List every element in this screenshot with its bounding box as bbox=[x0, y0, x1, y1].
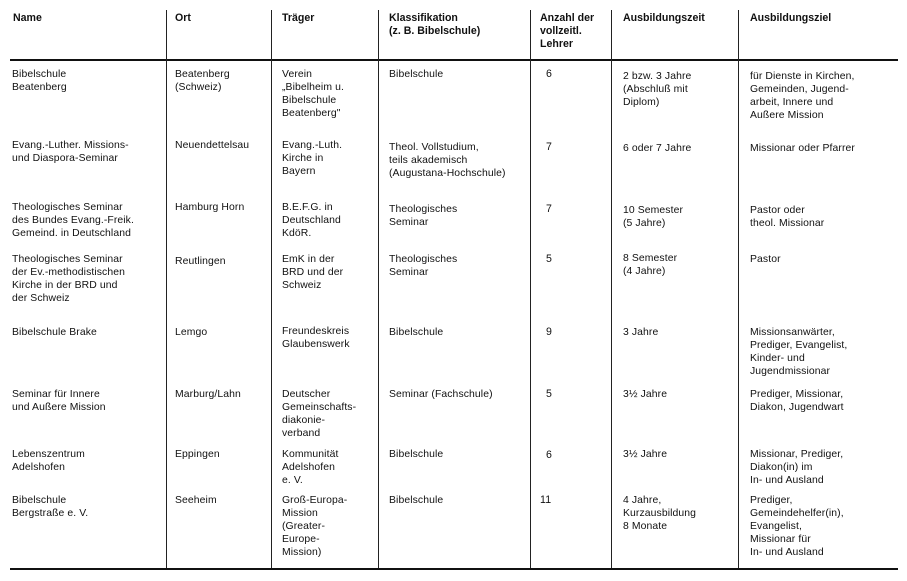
cell-klassifikation: Bibelschule bbox=[389, 327, 444, 338]
cell-zeit: 10 Semester (5 Jahre) bbox=[623, 205, 684, 229]
cell-ziel: Pastor bbox=[750, 254, 781, 265]
header-ort: Ort bbox=[175, 12, 191, 24]
cell-zeit: 8 Semester (4 Jahre) bbox=[623, 253, 678, 277]
header-traeger: Träger bbox=[282, 12, 315, 24]
cell-zeit: 3 Jahre bbox=[623, 327, 659, 338]
cell-ziel: Prediger, Gemeindehelfer(in), Evangelist, Missionar für In- und Ausland bbox=[750, 495, 844, 558]
cell-ort: Neuendettelsau bbox=[175, 140, 250, 151]
cell-traeger: Groß-Europa- Mission (Greater- Europe- Mission) bbox=[282, 495, 348, 558]
cell-zeit: 3½ Jahre bbox=[623, 389, 668, 400]
cell-name: Bibelschule Bergstraße e. V. bbox=[12, 495, 89, 519]
column-separator bbox=[611, 10, 612, 568]
column-separator bbox=[166, 10, 167, 568]
cell-ort: Marburg/Lahn bbox=[175, 389, 241, 400]
cell-ort: Reutlingen bbox=[175, 256, 226, 267]
cell-traeger: Evang.-Luth. Kirche in Bayern bbox=[282, 140, 343, 177]
header-rule bbox=[10, 59, 898, 61]
cell-name: Bibelschule Brake bbox=[12, 327, 97, 338]
cell-name: Evang.-Luther. Missions- und Diaspora-Seminar bbox=[12, 140, 129, 164]
cell-klassifikation: Theologisches Seminar bbox=[389, 204, 458, 228]
cell-zeit: 4 Jahre, Kurzausbildung 8 Monate bbox=[623, 495, 697, 532]
header-lehrer: Anzahl der vollzeitl. Lehrer bbox=[540, 12, 595, 50]
cell-zeit: 2 bzw. 3 Jahre (Abschluß mit Diplom) bbox=[623, 71, 692, 108]
cell-ziel: Pastor oder theol. Missionar bbox=[750, 205, 825, 229]
cell-lehrer: 5 bbox=[546, 388, 552, 400]
column-separator bbox=[378, 10, 379, 568]
cell-klassifikation: Theologisches Seminar bbox=[389, 254, 458, 278]
cell-ort: Hamburg Horn bbox=[175, 202, 245, 213]
cell-lehrer: 6 bbox=[546, 449, 552, 461]
cell-ort: Seeheim bbox=[175, 495, 217, 506]
cell-ziel: Missionar oder Pfarrer bbox=[750, 143, 855, 154]
header-ausbildungszeit: Ausbildungszeit bbox=[623, 12, 705, 24]
cell-lehrer: 11 bbox=[540, 494, 552, 506]
cell-lehrer: 7 bbox=[546, 203, 552, 215]
cell-name: Theologisches Seminar der Ev.-methodistischen Kirche in der BRD und der Schweiz bbox=[12, 254, 125, 304]
cell-traeger: Kommunität Adelshofen e. V. bbox=[282, 449, 339, 486]
cell-traeger: Verein „Bibelheim u. Bibelschule Beatenberg" bbox=[282, 69, 344, 119]
column-separator bbox=[530, 10, 531, 568]
cell-name: Theologisches Seminar des Bundes Evang.-Freik. Gemeind. in Deutschland bbox=[12, 202, 134, 239]
cell-klassifikation: Seminar (Fachschule) bbox=[389, 389, 493, 400]
cell-lehrer: 7 bbox=[546, 141, 552, 153]
header-klassifikation: Klassifikation (z. B. Bibelschule) bbox=[389, 12, 481, 37]
cell-ziel: Missionar, Prediger, Diakon(in) im In- und Ausland bbox=[750, 449, 844, 486]
cell-name: Lebenszentrum Adelshofen bbox=[12, 449, 85, 473]
header-ausbildungsziel: Ausbildungsziel bbox=[750, 12, 832, 24]
cell-traeger: Freundeskreis Glaubenswerk bbox=[282, 326, 350, 350]
cell-lehrer: 6 bbox=[546, 68, 552, 80]
cell-klassifikation: Bibelschule bbox=[389, 495, 444, 506]
cell-ort: Lemgo bbox=[175, 327, 208, 338]
cell-traeger: EmK in der BRD und der Schweiz bbox=[282, 254, 344, 291]
cell-ziel: Missionsanwärter, Prediger, Evangelist, Kinder- und Jugendmissionar bbox=[750, 327, 848, 377]
cell-ort: Beatenberg (Schweiz) bbox=[175, 69, 230, 93]
cell-name: Bibelschule Beatenberg bbox=[12, 69, 67, 93]
cell-zeit: 3½ Jahre bbox=[623, 449, 668, 460]
cell-klassifikation: Theol. Vollstudium, teils akademisch (Augustana-Hochschule) bbox=[389, 142, 506, 179]
cell-name: Seminar für Innere und Außere Mission bbox=[12, 389, 106, 413]
cell-klassifikation: Bibelschule bbox=[389, 69, 444, 80]
cell-traeger: Deutscher Gemeinschafts- diakonie- verband bbox=[282, 389, 357, 439]
cell-ziel: für Dienste in Kirchen, Gemeinden, Jugend- arbeit, Innere und Außere Mission bbox=[750, 71, 855, 121]
cell-lehrer: 9 bbox=[546, 326, 552, 338]
cell-zeit: 6 oder 7 Jahre bbox=[623, 143, 692, 154]
bottom-rule bbox=[10, 568, 898, 570]
cell-ort: Eppingen bbox=[175, 449, 220, 460]
cell-ziel: Prediger, Missionar, Diakon, Jugendwart bbox=[750, 389, 844, 413]
cell-lehrer: 5 bbox=[546, 253, 552, 265]
cell-klassifikation: Bibelschule bbox=[389, 449, 444, 460]
cell-traeger: B.E.F.G. in Deutschland KdöR. bbox=[282, 202, 341, 239]
column-separator bbox=[738, 10, 739, 568]
column-separator bbox=[271, 10, 272, 568]
header-name: Name bbox=[13, 12, 42, 24]
